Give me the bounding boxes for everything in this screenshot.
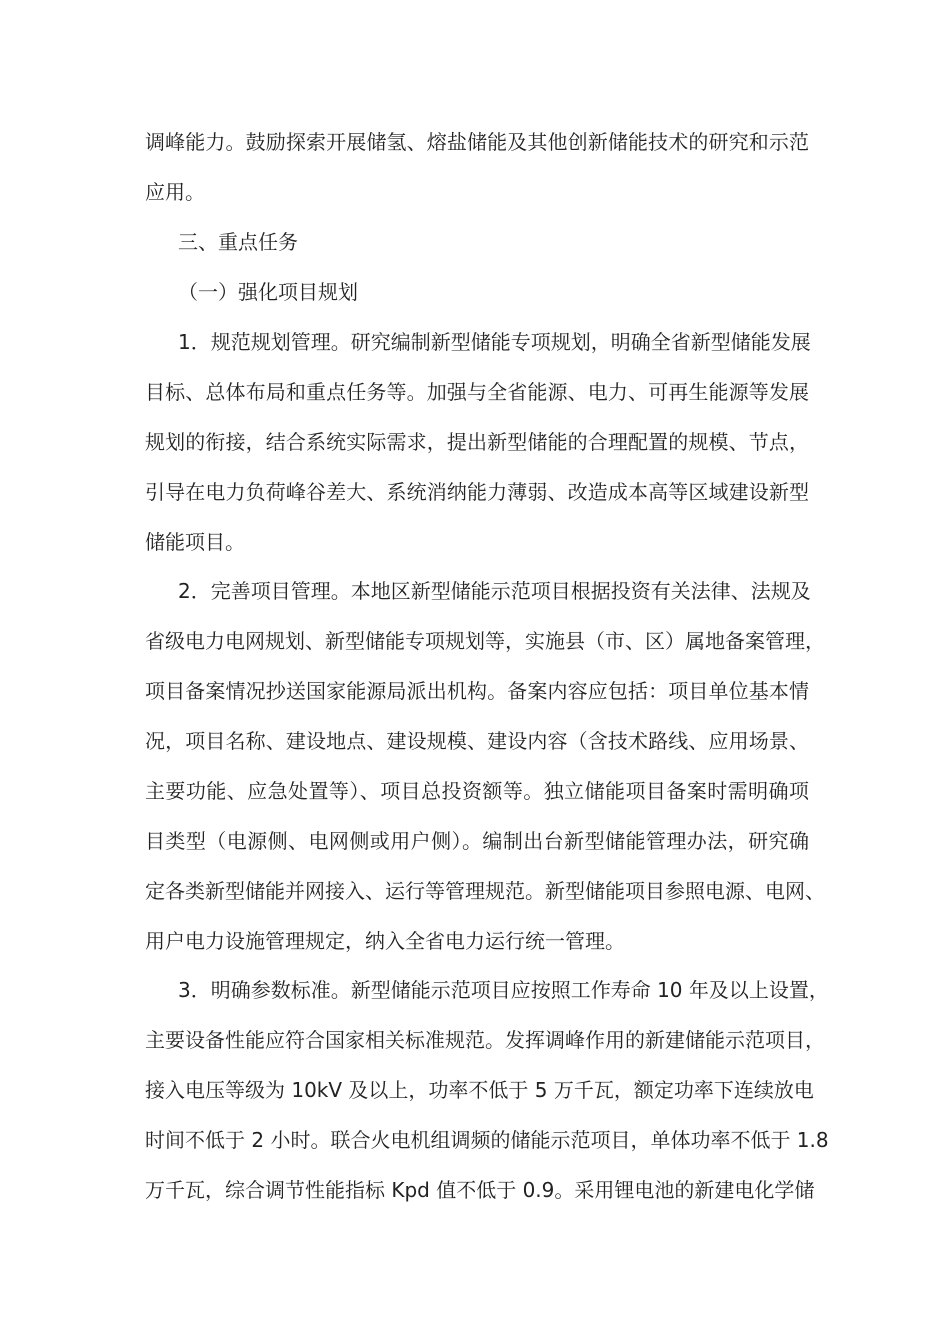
text-line: 储能项目。 bbox=[145, 530, 245, 554]
text-line: 省级电力电网规划、新型储能专项规划等，实施县（市、区）属地备案管理， bbox=[145, 629, 825, 653]
text-line: 1．规范规划管理。研究编制新型储能专项规划，明确全省新型储能发展 bbox=[178, 330, 811, 354]
text-line: 主要功能、应急处置等）、项目总投资额等。独立储能项目备案时需明确项 bbox=[145, 779, 809, 803]
text-line: 万千瓦，综合调节性能指标 Kpd 值不低于 0.9。采用锂电池的新建电化学储 bbox=[145, 1178, 815, 1202]
text-line: 用户电力设施管理规定，纳入全省电力运行统一管理。 bbox=[145, 929, 625, 953]
text-line: 规划的衔接，结合系统实际需求，提出新型储能的合理配置的规模、节点， bbox=[145, 430, 809, 454]
text-line: 主要设备性能应符合国家相关标准规范。发挥调峰作用的新建储能示范项目， bbox=[145, 1028, 825, 1052]
text-line: 应用。 bbox=[145, 180, 205, 204]
text-line: 引导在电力负荷峰谷差大、系统消纳能力薄弱、改造成本高等区域建设新型 bbox=[145, 480, 809, 504]
text-line: 时间不低于 2 小时。联合火电机组调频的储能示范项目，单体功率不低于 1.8 bbox=[145, 1128, 829, 1152]
section-heading: 三、重点任务 bbox=[178, 230, 298, 254]
text-line: 2．完善项目管理。本地区新型储能示范项目根据投资有关法律、法规及 bbox=[178, 579, 811, 603]
text-line: 况，项目名称、建设地点、建设规模、建设内容（含技术路线、应用场景、 bbox=[145, 729, 809, 753]
subsection-heading: （一）强化项目规划 bbox=[178, 280, 358, 304]
text-line: 定各类新型储能并网接入、运行等管理规范。新型储能项目参照电源、电网、 bbox=[145, 879, 825, 903]
text-line: 目标、总体布局和重点任务等。加强与全省能源、电力、可再生能源等发展 bbox=[145, 380, 809, 404]
text-line: 目类型（电源侧、电网侧或用户侧）。编制出台新型储能管理办法，研究确 bbox=[145, 829, 809, 853]
text-line: 接入电压等级为 10kV 及以上，功率不低于 5 万千瓦，额定功率下连续放电 bbox=[145, 1078, 814, 1102]
text-line: 调峰能力。鼓励探索开展储氢、熔盐储能及其他创新储能技术的研究和示范 bbox=[145, 130, 809, 154]
text-line: 3．明确参数标准。新型储能示范项目应按照工作寿命 10 年及以上设置， bbox=[178, 978, 829, 1002]
text-line: 项目备案情况抄送国家能源局派出机构。备案内容应包括：项目单位基本情 bbox=[145, 679, 809, 703]
